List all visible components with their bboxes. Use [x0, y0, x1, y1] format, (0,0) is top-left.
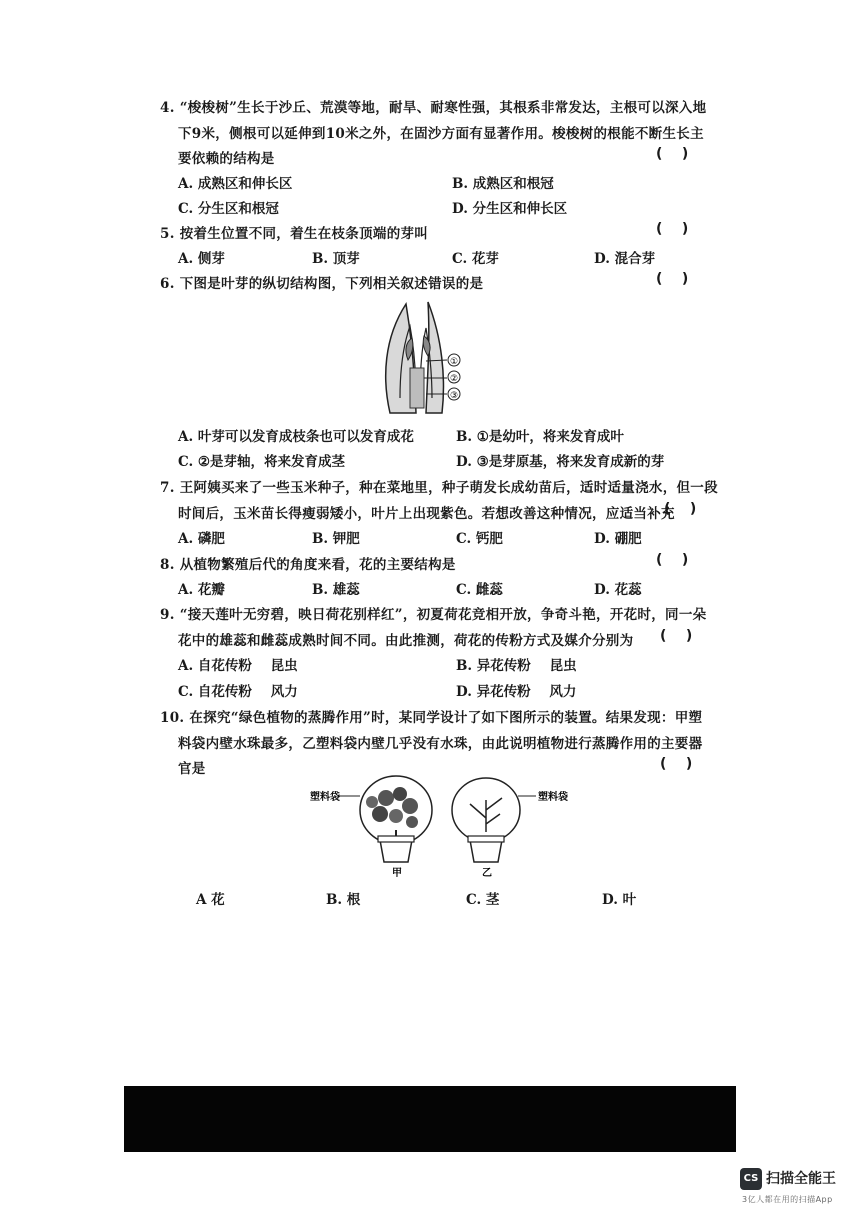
q5-option-d: D. 混合芽 [594, 251, 656, 267]
q6-option-b: B. ①是幼叶，将来发育成叶 [456, 429, 624, 445]
q4-answer-bracket: ( ) [656, 146, 689, 162]
q8-option-c: C. 雌蕊 [456, 582, 503, 598]
q8-option-a: A. 花瓣 [178, 582, 225, 598]
q10-option-a: A 花 [196, 892, 225, 908]
q7-option-a: A. 磷肥 [178, 531, 225, 547]
q9-option-a: A. 自花传粉 昆虫 [178, 658, 298, 674]
q4-option-c: C. 分生区和根冠 [178, 201, 279, 217]
q10-label-yi: 乙 [482, 868, 492, 879]
q6-label-1: ① [449, 357, 459, 367]
q4-line1: 4. “梭梭树”生长于沙丘、荒漠等地，耐旱、耐寒性强，其根系非常发达，主根可以深入地 [160, 100, 707, 116]
q9-option-d: D. 异花传粉 风力 [456, 684, 577, 700]
camscanner-logo-icon: CS [740, 1168, 762, 1190]
q9-option-c: C. 自花传粉 风力 [178, 684, 298, 700]
q4-line2: 下9米，侧根可以延伸到10米之外，在固沙方面有显著作用。梭梭树的根能不断生长主 [178, 126, 704, 142]
q4-line3: 要依赖的结构是 [178, 151, 275, 167]
q7-answer-bracket: ( ) [664, 501, 697, 517]
q6-line1: 6. 下图是叶芽的纵切结构图，下列相关叙述错误的是 [160, 276, 484, 292]
q9-option-b: B. 异花传粉 昆虫 [456, 658, 577, 674]
q8-option-b: B. 雄蕊 [312, 582, 360, 598]
q8-option-d: D. 花蕊 [594, 582, 642, 598]
q10-line3: 官是 [178, 761, 206, 777]
q6-answer-bracket: ( ) [656, 271, 689, 287]
q7-line1: 7. 王阿姨买来了一些玉米种子，种在菜地里，种子萌发长成幼苗后，适时适量浇水，但一段 [160, 480, 718, 496]
q8-line1: 8. 从植物繁殖后代的角度来看，花的主要结构是 [160, 557, 456, 573]
transpiration-experiment-diagram [300, 770, 590, 880]
q5-line1: 5. 按着生位置不同，着生在枝条顶端的芽叫 [160, 226, 429, 242]
q7-option-b: B. 钾肥 [312, 531, 360, 547]
q10-option-d: D. 叶 [602, 892, 637, 908]
q7-option-c: C. 钙肥 [456, 531, 503, 547]
q5-answer-bracket: ( ) [656, 221, 689, 237]
brand-subtitle: 3亿人都在用的扫描App [742, 1195, 833, 1204]
leaf-bud-diagram [370, 298, 470, 418]
q10-option-c: C. 茎 [466, 892, 500, 908]
q6-option-a: A. 叶芽可以发育成枝条也可以发育成花 [178, 429, 414, 445]
q4-option-d: D. 分生区和伸长区 [452, 201, 568, 217]
q5-option-b: B. 顶芽 [312, 251, 360, 267]
q7-line2: 时间后，玉米苗长得瘦弱矮小，叶片上出现紫色。若想改善这种情况，应适当补充 [178, 506, 675, 522]
q9-answer-bracket: ( ) [660, 628, 693, 644]
q10-bag-label-left: 塑料袋 [310, 792, 340, 803]
scanner-watermark [740, 1166, 856, 1206]
q10-option-b: B. 根 [326, 892, 361, 908]
q9-line1: 9. “接天莲叶无穷碧，映日荷花别样红”，初夏荷花竞相开放，争奇斗艳，开花时，同一朵 [160, 607, 707, 623]
q6-option-d: D. ③是芽原基，将来发育成新的芽 [456, 454, 665, 470]
q10-answer-bracket: ( ) [660, 756, 693, 772]
q4-option-a: A. 成熟区和伸长区 [178, 176, 293, 192]
q8-answer-bracket: ( ) [656, 552, 689, 568]
q10-line1: 10. 在探究“绿色植物的蒸腾作用”时，某同学设计了如下图所示的装置。结果发现：甲塑 [160, 710, 703, 726]
q9-line2: 花中的雄蕊和雌蕊成熟时间不同。由此推测，荷花的传粉方式及媒介分别为 [178, 633, 634, 649]
brand-name: 扫描全能王 [766, 1171, 836, 1187]
q6-option-c: C. ②是芽轴，将来发育成茎 [178, 454, 346, 470]
q4-option-b: B. 成熟区和根冠 [452, 176, 554, 192]
q5-option-a: A. 侧芽 [178, 251, 225, 267]
redaction-bar [124, 1086, 736, 1152]
q10-line2: 料袋内壁水珠最多，乙塑料袋内壁几乎没有水珠，由此说明植物进行蒸腾作用的主要器 [178, 736, 703, 752]
q5-option-c: C. 花芽 [452, 251, 499, 267]
q10-bag-label-right: 塑料袋 [538, 792, 568, 803]
q10-label-jia: 甲 [392, 868, 402, 879]
q7-option-d: D. 硼肥 [594, 531, 642, 547]
q6-label-3: ③ [449, 391, 459, 401]
q6-label-2: ② [449, 374, 459, 384]
